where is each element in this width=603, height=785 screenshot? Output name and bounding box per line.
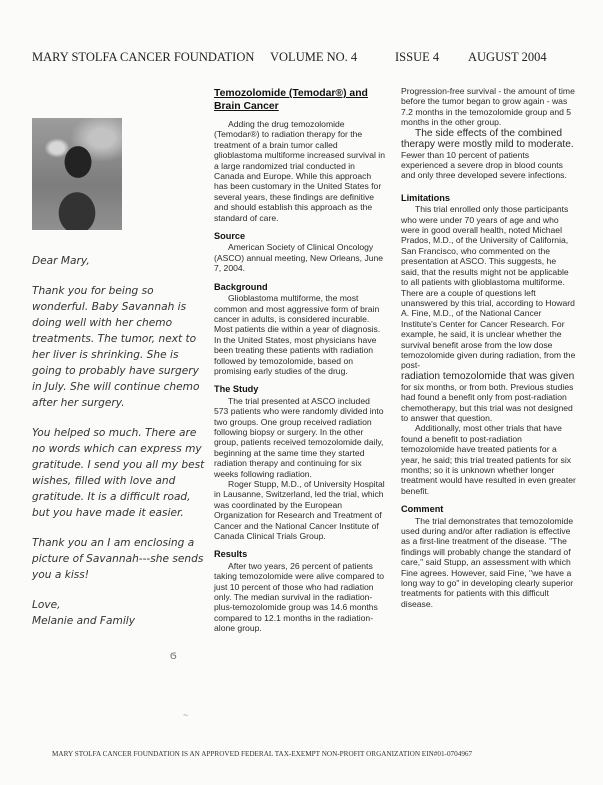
letter-paragraph: Thank you an I am enclosing a picture of Savannah---she sends you a kiss! (32, 537, 204, 581)
section-text: The side effects of the combined therapy were mostly mild to moderate. (401, 127, 574, 150)
section-heading: Comment (401, 504, 444, 515)
section-text: Fewer than 10 percent of patients experienced a severe drop in blood counts and only three developed severe infections. (401, 149, 567, 181)
article-title: Temozolomide (Temodar®) and Brain Cancer (214, 88, 368, 112)
letter-greeting: Dear Mary, (32, 255, 90, 267)
section-text: Glioblastoma multiforme, the most common and most aggressive form of brain cancer in adults, is considered incurable. Most patients die within a year of diagnosis. In the United States, most physicians have been treating these patients with radiation followed by temozolomide, based on promising early studies of the drug. (214, 293, 381, 376)
section-text: Roger Stupp, M.D., of University Hospital in Lausanne, Switzerland, led the trial, which was coordinated by the European Organization for Research and Treatment of Cancer and the National Cancer Institute of Canada Clinical Trials Group. (214, 479, 385, 542)
section-text: radiation temozolomide that was given (401, 370, 575, 382)
masthead-org: MARY STOLFA CANCER FOUNDATION (32, 50, 255, 64)
article-column-left (214, 88, 386, 634)
section-text: This trial enrolled only those participants who were under 70 years of age and who were in good overall health, noted Michael Prados, M.D., of the University of California, San Francisco, who commented on the presentation at ASCO. This suggests, he said, that the results might not be applicable to all patients with glioblastoma multiforme. There are a couple of questions left unanswered by this trial, according to Howard A. Fine, M.D., of the National Cancer Institute's Center for Cancer Research. For example, he said, it is unclear whether the survival benefit arose from the low dose temozolomide given during radiation, from the post- (401, 204, 576, 371)
footer: MARY STOLFA CANCER FOUNDATION IS AN APPROVED FEDERAL TAX-EXEMPT NON-PROFIT ORGANIZATION EIN#01-0704967 (52, 750, 473, 758)
masthead-issue: ISSUE 4 (395, 50, 440, 64)
letter-paragraph: Thank you for being so wonderful. Baby Savannah is doing well with her chemo treatments. The tumor, next to her liver is shrinking. She is going to probably have surgery in July. She will continue chemo after her surgery. (32, 285, 200, 409)
section-text: Progression-free survival - the amount of time before the tumor began to grow again - was 7.2 months in the temozolomide group and 5 months in the other group. (401, 86, 575, 128)
masthead-date: AUGUST 2004 (468, 50, 547, 64)
section-heading: Source (214, 231, 246, 242)
masthead-volume: VOLUME NO. 4 (270, 50, 358, 64)
section-text: American Society of Clinical Oncology (ASCO) annual meeting, New Orleans, June 7, 2004. (214, 242, 384, 274)
masthead (32, 50, 583, 68)
section-text: The trial presented at ASCO included 573 patients who were randomly divided into two groups. One group received radiation following biopsy or surgery. In the other group, patients received temozolomide daily, beginning at the same time they started radiation therapy and continuing for six weeks following radiation. (214, 395, 384, 479)
stray-mark: ~ (183, 710, 189, 720)
child-photo (32, 118, 122, 230)
article-column-right (401, 86, 576, 609)
letter-signature: Melanie and Family (32, 615, 135, 627)
section-text: After two years, 26 percent of patients taking temozolomide were alive compared to just 10 percent of those who had radiation only. The median survival in the radiation-plus-temozolomide group was 14.6 months compared to 12.1 months in the radiation-alone group. (214, 560, 385, 634)
handwritten-letter (32, 253, 207, 643)
section-heading: Background (214, 281, 268, 292)
letter-closing: Love, (32, 599, 61, 611)
letter-paragraph: You helped so much. There are no words which can express my gratitude. I send you all my best wishes, filled with love and gratitude. It is a difficult road, but you have made it easier. (32, 427, 205, 519)
section-text: The trial demonstrates that temozolomide used during and/or after radiation is effective as a first-line treatment of the disease. "The findings will probably change the standard of care," said Stupp, an assessment with which Fine agrees. However, said Fine, "we have a long way to go" in developing clearly superior treatments for patients with this difficult disease. (401, 515, 574, 609)
article-intro: Adding the drug temozolomide (Temodar®) to radiation therapy for the treatment of a brain tumor called glioblastoma multiforme increased survival in a large randomized trial conducted in Canada and Europe. While this approach has been customary in the United States for several years, these findings are definitive and should establish this approach as the standard of care. (214, 119, 385, 223)
section-text: Additionally, most other trials that have found a benefit to post-radiation temozolomide have treated patients for a year, he said; this trial treated patients for six months; so it is unknown whether longer treatment would have resulted in even greater benefit. (401, 423, 576, 496)
stray-mark: ϭ (170, 648, 177, 662)
section-heading: The Study (214, 384, 259, 395)
section-heading: Results (214, 549, 248, 560)
section-heading: Limitations (401, 192, 451, 203)
section-text: for six months, or from both. Previous studies had found a benefit only from post-radiation chemotherapy, but this trial was not designed to answer that question. (401, 381, 574, 423)
